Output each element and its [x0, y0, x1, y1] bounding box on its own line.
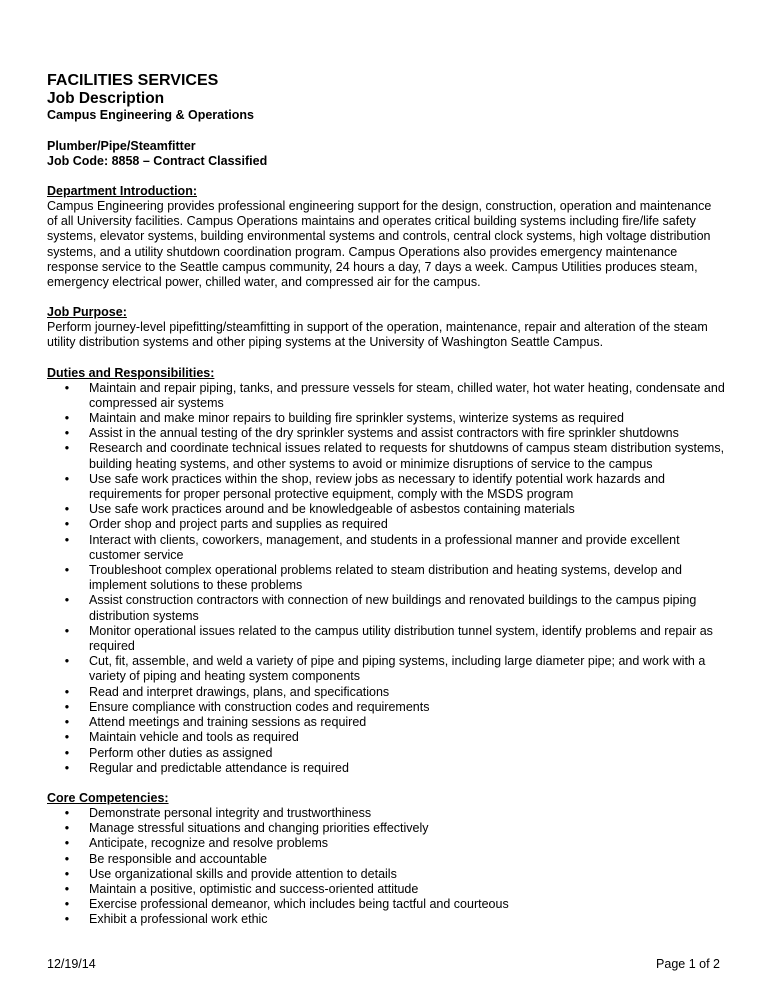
list-item: [47, 761, 725, 776]
intro-title: Department Introduction:: [47, 184, 197, 198]
bullet-icon: •: [64, 441, 70, 456]
list-item-text: Maintain and repair piping, tanks, and pressure vessels for steam, chilled water, hot water heating, condensate and compressed air systems: [89, 380, 725, 410]
list-item-text: Order shop and project parts and supplies as required: [89, 517, 388, 532]
list-item-text: Monitor operational issues related to the campus utility distribution tunnel system, identify problems and repair as required: [89, 623, 713, 654]
list-item: [47, 882, 725, 897]
list-item-text: Maintain a positive, optimistic and success-oriented attitude: [89, 881, 419, 896]
list-item-text: Use safe work practices around and be knowledgeable of asbestos containing materials: [89, 502, 575, 517]
list-item: [47, 730, 725, 745]
bullet-icon: •: [64, 912, 70, 927]
bullet-icon: •: [64, 593, 70, 608]
bullet-icon: •: [64, 471, 70, 486]
footer-date: 12/19/14: [47, 957, 96, 971]
bullet-icon: •: [64, 411, 70, 426]
org-heading: FACILITIES SERVICES: [47, 72, 219, 89]
list-item: [47, 685, 725, 700]
list-item: [47, 821, 725, 836]
bullet-icon: •: [64, 623, 70, 638]
doc-type-heading: Job Description: [47, 90, 165, 107]
list-item: [47, 533, 725, 563]
list-item-text: Assist construction contractors with connection of new buildings and renovated buildings to the campus piping distribution systems: [89, 593, 697, 623]
list-item: [47, 411, 725, 426]
bullet-icon: •: [64, 821, 70, 836]
list-item-text: Attend meetings and training sessions as required: [89, 715, 367, 730]
intro-text: Campus Engineering provides professional engineering support for the design, construction, operation and maintenance of all University facilities. Campus Operations maintains and operates critical building systems including fire/life safety systems, elevator systems, building environmental systems and controls, central clock systems, high voltage distribution systems, and a utility shutdown coordination program. Campus Operations also provides emergency maintenance response service to the Seattle campus community, 24 hours a day, 7 days a week. Campus Utilities produces steam, emergency electrical power, chilled water, and compressed air for the campus.: [47, 199, 712, 290]
list-item: [47, 426, 725, 441]
bullet-icon: •: [64, 836, 70, 851]
list-item: [47, 593, 725, 623]
job-title: Plumber/Pipe/Steamfitter: [47, 139, 196, 153]
list-item-text: Assist in the annual testing of the dry sprinkler systems and assist contractors with fire sprinkler shutdowns: [89, 426, 679, 441]
document-page: [47, 72, 725, 928]
list-item-text: Perform other duties as assigned: [89, 745, 273, 760]
list-item: [47, 472, 725, 502]
department-heading: Campus Engineering & Operations: [47, 108, 254, 122]
competencies-list: [47, 806, 725, 928]
bullet-icon: •: [64, 730, 70, 745]
list-item: [47, 897, 725, 912]
list-item: [47, 517, 725, 532]
purpose-title: Job Purpose:: [47, 305, 127, 320]
bullet-icon: •: [64, 654, 70, 669]
duties-title: Duties and Responsibilities:: [47, 365, 215, 380]
list-item: [47, 715, 725, 730]
list-item-text: Use safe work practices within the shop, review jobs as necessary to identify potential work hazards and requirements for proper personal protective equipment, comply with the MSDS program: [89, 471, 665, 502]
list-item-text: Regular and predictable attendance is required: [89, 760, 349, 775]
competencies-title: Core Competencies:: [47, 790, 169, 805]
list-item: [47, 912, 725, 927]
bullet-icon: •: [64, 563, 70, 578]
bullet-icon: •: [64, 532, 70, 547]
list-item: [47, 806, 725, 821]
bullet-icon: •: [64, 517, 70, 532]
bullet-icon: •: [64, 851, 70, 866]
list-item-text: Exercise professional demeanor, which includes being tactful and courteous: [89, 897, 509, 912]
purpose-text: Perform journey-level pipefitting/steamfitting in support of the operation, maintenance, repair and alteration of the steam utility distribution systems and other piping systems at the University of Washington Seattle Campus.: [47, 320, 708, 350]
list-item: [47, 852, 725, 867]
bullet-icon: •: [64, 805, 70, 820]
list-item: [47, 836, 725, 851]
list-item: [47, 867, 725, 882]
bullet-icon: •: [64, 760, 70, 775]
bullet-icon: •: [64, 684, 70, 699]
list-item-text: Research and coordinate technical issues related to requests for shutdowns of campus steam distribution systems, building heating systems, and other systems to avoid or minimize disruptions of service to the campus: [89, 441, 725, 471]
list-item-text: Maintain vehicle and tools as required: [89, 730, 299, 745]
list-item-text: Be responsible and accountable: [89, 851, 267, 866]
bullet-icon: •: [64, 881, 70, 896]
footer-page-number: Page 1 of 2: [656, 957, 720, 971]
bullet-icon: •: [64, 897, 70, 912]
list-item: [47, 502, 725, 517]
bullet-icon: •: [64, 745, 70, 760]
list-item: [47, 654, 725, 684]
bullet-icon: •: [64, 426, 70, 441]
bullet-icon: •: [64, 715, 70, 730]
job-code: Job Code: 8858 – Contract Classified: [47, 154, 268, 168]
bullet-icon: •: [64, 502, 70, 517]
list-item: [47, 624, 725, 654]
list-item-text: Ensure compliance with construction codes and requirements: [89, 699, 430, 714]
list-item-text: Maintain and make minor repairs to building fire sprinkler systems, winterize systems as required: [89, 411, 624, 426]
list-item-text: Demonstrate personal integrity and trustworthiness: [89, 805, 372, 820]
list-item-text: Interact with clients, coworkers, management, and students in a professional manner and provide excellent customer service: [89, 532, 680, 562]
list-item: [47, 700, 725, 715]
bullet-icon: •: [64, 699, 70, 714]
list-item-text: Anticipate, recognize and resolve problems: [89, 836, 329, 851]
list-item-text: Manage stressful situations and changing priorities effectively: [89, 821, 429, 836]
duties-list: [47, 381, 725, 776]
list-item: [47, 746, 725, 761]
list-item-text: Exhibit a professional work ethic: [89, 912, 268, 927]
bullet-icon: •: [64, 380, 70, 395]
list-item-text: Read and interpret drawings, plans, and specifications: [89, 684, 390, 699]
list-item-text: Troubleshoot complex operational problems related to steam distribution and heating systems, develop and implement solutions to these problems: [89, 563, 682, 593]
list-item: [47, 381, 725, 411]
list-item: [47, 441, 725, 471]
list-item-text: Cut, fit, assemble, and weld a variety of pipe and piping systems, including large diameter pipe; and work with a variety of piping and heating system components: [89, 654, 706, 684]
bullet-icon: •: [64, 866, 70, 881]
list-item: [47, 563, 725, 593]
list-item-text: Use organizational skills and provide attention to details: [89, 866, 397, 881]
